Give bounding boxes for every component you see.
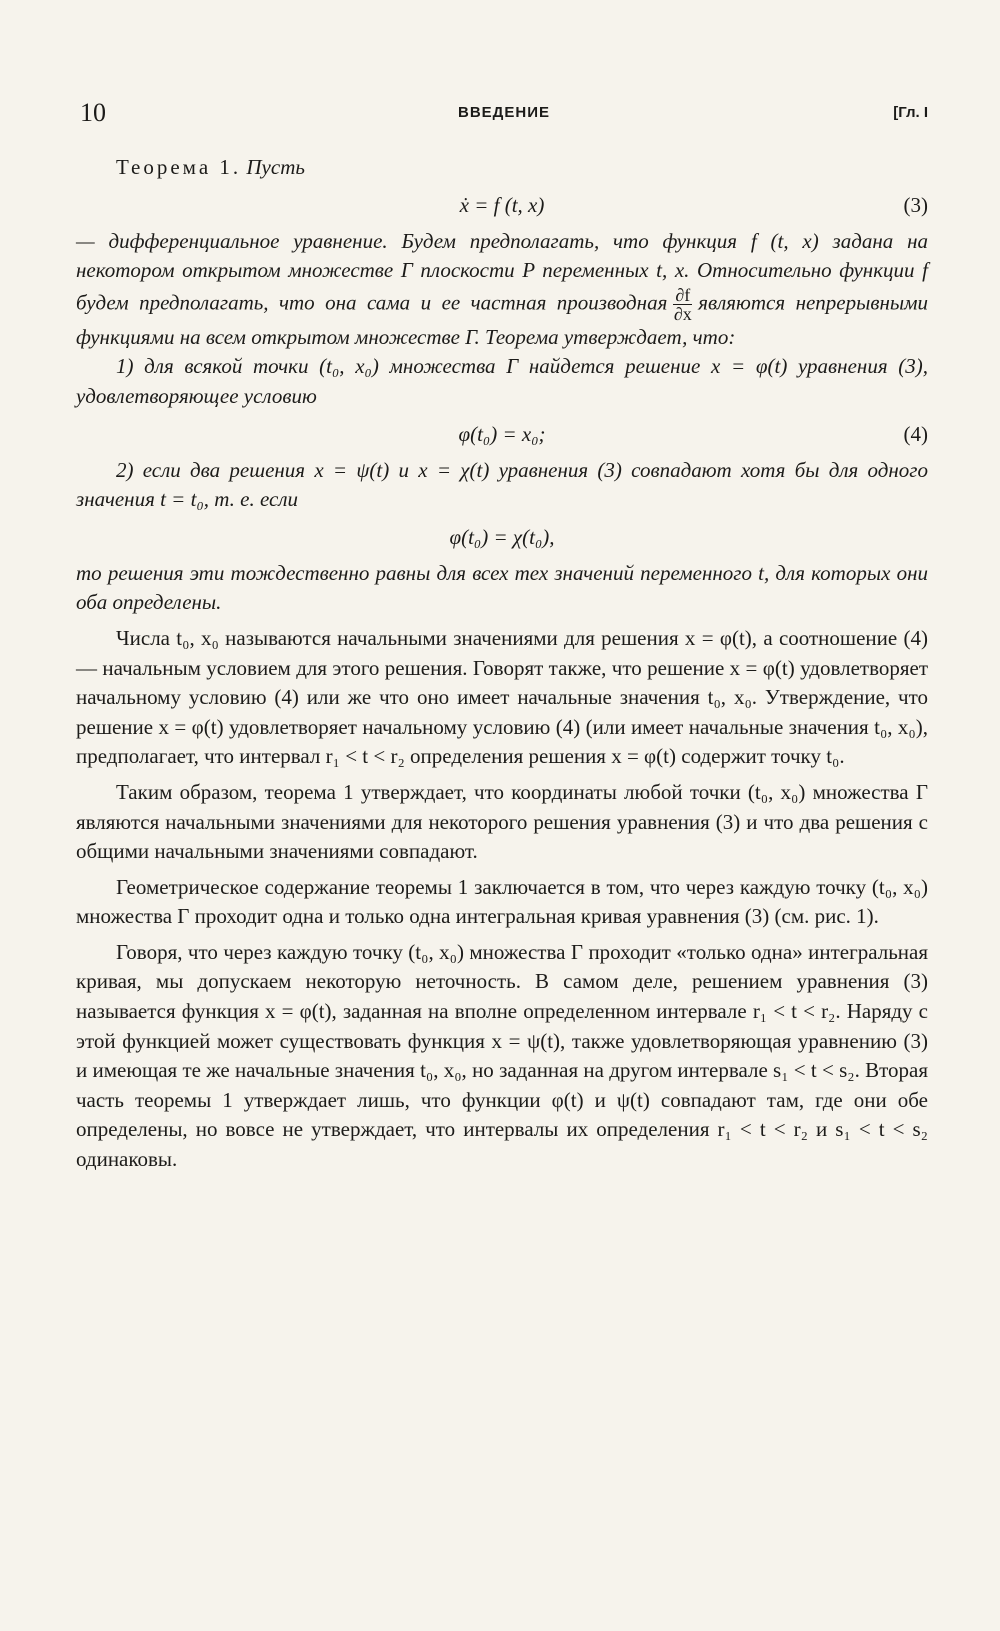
- theorem-item-2-text: 2) если два решения x = ψ(t) и x = χ(t) уравнения (3) совпадают хотя бы для одного значения t = t₀, т. е. если: [76, 457, 928, 512]
- theorem-statement-a: — дифференциальное уравнение. Будем предполагать, что функция f (t, x) задана на некотором открытом множестве Γ плоскости P переменных t, x. Относительно функции f будем предполагать, что она сама и ее частная производная: [76, 228, 928, 315]
- theorem-heading: [76, 153, 928, 183]
- equation-5: [76, 515, 928, 559]
- theorem-item-2: [76, 456, 928, 515]
- theorem-statement-b: являются непрерывными функциями на всем открытом множестве Γ. Теорема утверждает, что:: [76, 290, 929, 349]
- theorem-item-1: [76, 352, 928, 411]
- paragraph-initial-values: Числа t₀, x₀ называются начальными значениями для решения x = φ(t), а соотношение (4) — начальным условием для этого решения. Говорят также, что решение x = φ(t) удовлетворяет начальному условию (4) или же что оно имеет начальные значения t₀, x₀. Утверждение, что решение x = φ(t) удовлетворяет начальному условию (4) (или имеет начальные значения t₀, x₀), предполагает, что интервал r₁ < t < r₂ определения решения x = φ(t) содержит точку t₀.: [76, 625, 928, 769]
- paragraph-summary: Таким образом, теорема 1 утверждает, что координаты любой точки (t₀, x₀) множества Γ являются начальными значениями для некоторого решения уравнения (3) и что два решения с общими начальными значениями совпадают.: [76, 779, 928, 864]
- theorem-statement: [76, 227, 928, 353]
- equation-3: [76, 183, 928, 227]
- fraction-denominator: ∂x: [673, 303, 692, 324]
- paragraph-remark: Говоря, что через каждую точку (t₀, x₀) множества Γ проходит «только одна» интегральная кривая, мы допускаем некоторую неточность. В самом деле, решением уравнения (3) называется функция x = φ(t), заданная на вполне определенном интервале r₁ < t < r₂. Наряду с этой функцией может существовать функция x = ψ(t), также удовлетворяющая уравнению (3) и имеющая те же начальные значения t₀, x₀, но заданная на другом интервале s₁ < t < s₂. Вторая часть теоремы 1 утверждает лишь, что функции φ(t) и ψ(t) совпадают там, где они обе определены, но вовсе не утверждает, что интервалы их определения r₁ < t < r₂ и s₁ < t < s₂ одинаковы.: [76, 939, 928, 1172]
- equation-4-body: φ(t₀) = x₀;: [458, 421, 546, 446]
- paragraph-geometric: Геометрическое содержание теоремы 1 заключается в том, что через каждую точку (t₀, x₀) множества Γ проходит одна и только одна интегральная кривая уравнения (3) (см. рис. 1).: [76, 874, 928, 929]
- equation-3-body: ẋ = f (t, x): [459, 192, 545, 217]
- theorem-conclusion-text: то решения эти тождественно равны для всех тех значений переменного t, для которых они оба определены.: [76, 560, 928, 615]
- theorem-intro: Пусть: [246, 155, 305, 179]
- equation-4: [76, 412, 928, 456]
- equation-3-number: (3): [903, 192, 928, 217]
- page-header: [80, 98, 928, 134]
- theorem-conclusion: [76, 559, 928, 618]
- equation-5-body: φ(t₀) = χ(t₀),: [449, 524, 555, 549]
- equation-4-number: (4): [903, 421, 928, 446]
- page-body: [76, 153, 928, 1175]
- theorem-item-1-text: 1) для всякой точки (t₀, x₀) множества Γ найдется решение x = φ(t) уравнения (3), удовлетворяющее условию: [76, 354, 928, 408]
- fraction-numerator: ∂f: [675, 284, 691, 305]
- theorem-label: Теорема 1.: [116, 155, 242, 179]
- partial-derivative-fraction: [673, 286, 692, 323]
- page-number: 10: [80, 98, 106, 127]
- chapter-ref: [Гл. I: [893, 104, 928, 121]
- running-title: ВВЕДЕНИЕ: [458, 104, 550, 121]
